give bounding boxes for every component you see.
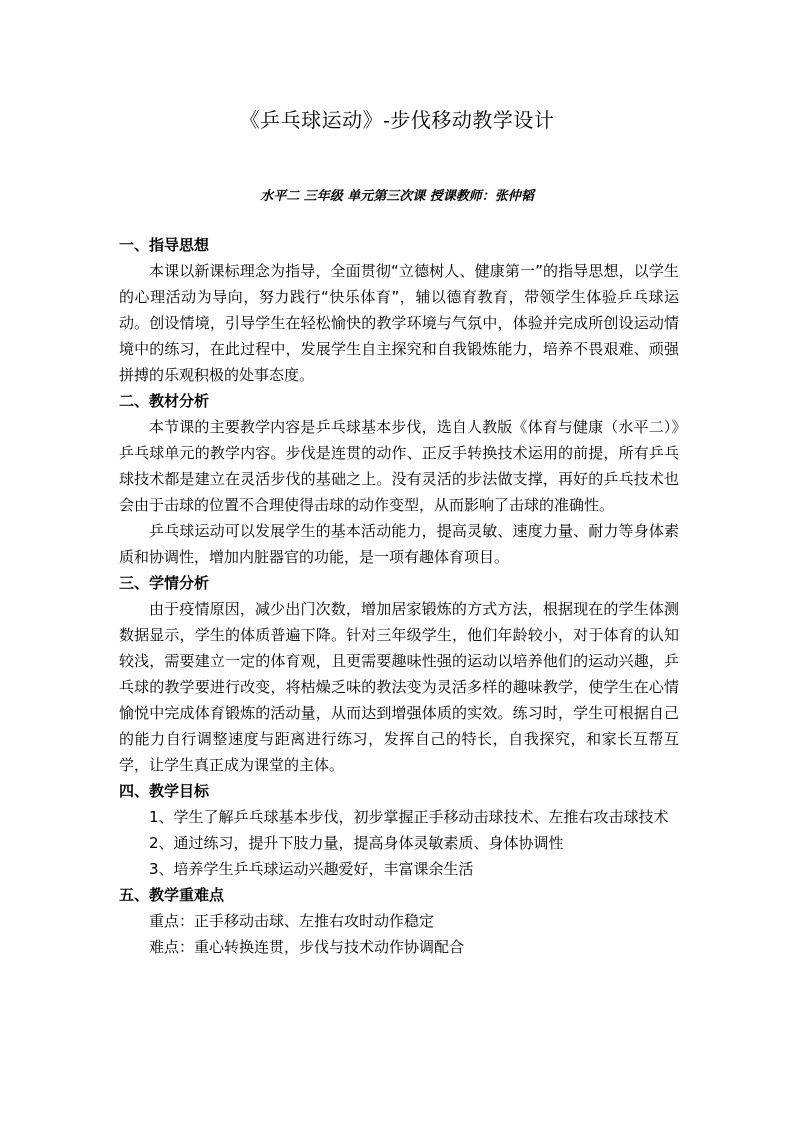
section-paragraph: 由于疫情原因，减少出门次数，增加居家锻炼的方式方法，根据现在的学生体测数据显示，学生的体质普遍下降。针对三年级学生，他们年龄较小，对于体育的认知较浅，需要建立一定的体育观，且更需要趣味性强的运动以培养他们的运动兴趣，乒乓球的教学要进行改变，将枯燥乏味的教法变为灵活多样的趣味教学，使学生在心情愉悦中完成体育锻炼的活动量，从而达到增强体质的实效。练习时，学生可根据自己的能力自行调整速度与距离进行练习，发挥自己的特长，自我探究，和家长互帮互学，让学生真正成为课堂的主体。: [119, 600, 679, 774]
document-title: 《乒乓球运动》-步伐移动教学设计: [239, 108, 555, 132]
document-body: [119, 232, 679, 960]
section-heading: 三、学情分析: [119, 574, 210, 592]
objective-item: 1、学生了解乒乓球基本步伐，初步掌握正手移动击球技术、左推右攻击球技术: [149, 808, 669, 826]
objective-item: 2、通过练习，提升下肢力量，提高身体灵敏素质、身体协调性: [149, 834, 564, 852]
section-learner-analysis: [119, 570, 679, 778]
document-subtitle: 水平二 三年级 单元第三次课 授课教师：张仲韬: [260, 189, 534, 204]
section-paragraph: 本节课的主要教学内容是乒乓球基本步伐，选自人教版《体育与健康（水平二）》乒乓球单元的教学内容。步伐是连贯的动作、正反手转换技术运用的前提，所有乒乓球技术都是建立在灵活步伐的基础之上。没有灵活的步法做支撑，再好的乒乓技术也会由于击球的位置不合理使得击球的动作变型，从而影响了击球的准确性。: [119, 418, 679, 514]
section-key-difficult-points: [119, 882, 679, 960]
difficult-point-item: 难点：重心转换连贯，步伐与技术动作协调配合: [149, 938, 465, 956]
section-heading: 一、指导思想: [119, 236, 210, 254]
key-point-item: 重点：正手移动击球、左推右攻时动作稳定: [149, 912, 435, 930]
section-heading: 五、教学重难点: [119, 886, 225, 904]
section-heading: 二、教材分析: [119, 392, 210, 410]
section-guiding-ideology: [119, 232, 679, 388]
section-heading: 四、教学目标: [119, 782, 210, 800]
section-teaching-objectives: [119, 778, 679, 882]
section-paragraph: 乒乓球运动可以发展学生的基本活动能力，提高灵敏、速度力量、耐力等身体素质和协调性，增加内脏器官的功能，是一项有趣体育项目。: [119, 522, 679, 566]
objective-item: 3、培养学生乒乓球运动兴趣爱好，丰富课余生活: [149, 860, 474, 878]
section-textbook-analysis: [119, 388, 679, 570]
section-paragraph: 本课以新课标理念为指导，全面贯彻“立德树人、健康第一”的指导思想，以学生的心理活动为导向，努力践行“快乐体育”，辅以德育教育，带领学生体验乒乓球运动。创设情境，引导学生在轻松愉快的教学环境与气氛中，体验并完成所创设运动情境中的练习，在此过程中，发展学生自主探究和自我锻炼能力，培养不畏艰难、顽强拼搏的乐观积极的处事态度。: [119, 262, 679, 384]
